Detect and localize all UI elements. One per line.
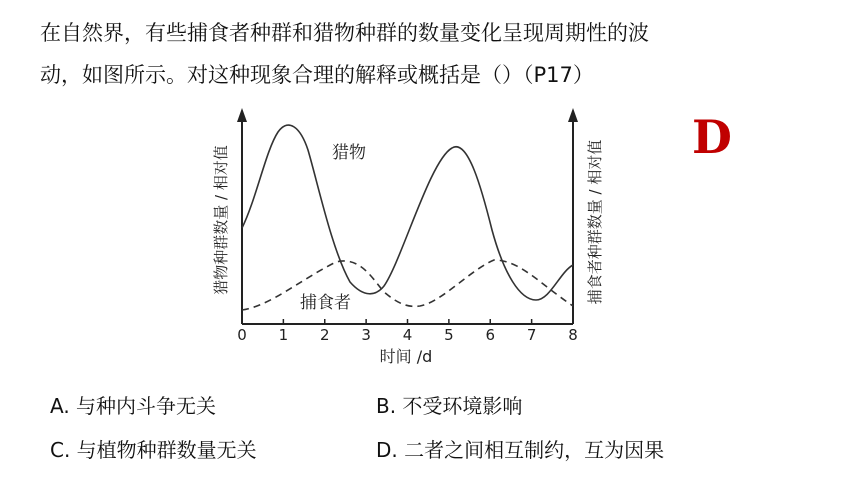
x-tick-label: 1 xyxy=(278,326,289,344)
option-b: B. 不受环境影响 xyxy=(376,394,523,418)
x-tick-label: 4 xyxy=(402,326,413,344)
left-axis-label: 猎物种群数量 / 相对值 xyxy=(212,145,230,295)
x-tick-label: 5 xyxy=(444,326,454,344)
question-line-1: 在自然界，有些捕食者种群和猎物种群的数量变化呈现周期性的波 xyxy=(40,21,649,45)
x-tick-label: 3 xyxy=(361,326,371,344)
left-axis-arrow xyxy=(237,108,247,122)
prey-label: 猎物 xyxy=(332,143,366,163)
right-axis-arrow xyxy=(568,108,578,122)
predator-label: 捕食者 xyxy=(300,293,351,313)
option-a: A. 与种内斗争无关 xyxy=(50,394,217,418)
x-axis-label: 时间 /d xyxy=(379,347,433,366)
x-tick-label: 0 xyxy=(237,326,247,344)
predator-curve xyxy=(242,260,573,310)
option-d: D. 二者之间相互制约，互为因果 xyxy=(376,438,665,462)
question-text xyxy=(40,12,830,96)
x-tick-label: 8 xyxy=(568,326,578,344)
question-line-2: 动，如图所示。对这种现象合理的解释或概括是（）（P17） xyxy=(40,63,594,87)
answer-mark: D xyxy=(692,110,732,164)
prey-curve xyxy=(242,125,573,300)
option-c: C. 与植物种群数量无关 xyxy=(50,438,257,462)
right-axis-label: 捕食者种群数量 / 相对值 xyxy=(586,139,604,305)
x-tick-labels xyxy=(237,326,578,344)
x-tick-label: 6 xyxy=(485,326,496,344)
x-tick-label: 2 xyxy=(319,326,330,344)
population-figure xyxy=(200,100,620,370)
x-tick-label: 7 xyxy=(526,326,537,344)
